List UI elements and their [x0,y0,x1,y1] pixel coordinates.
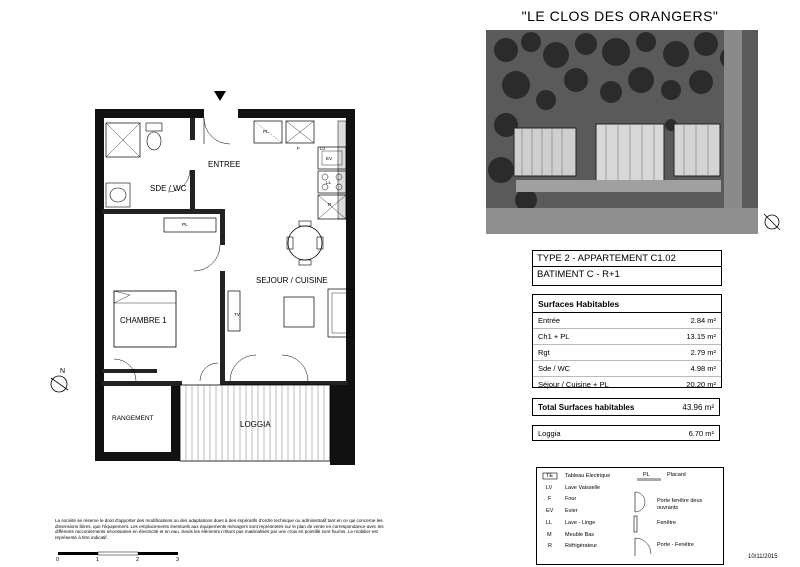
loggia-label: Loggia [538,428,561,438]
legend-lv-code: LV [546,485,553,491]
plan-label-pl-entry: PL [263,129,269,134]
legend-door-window-double-label: Porte fenêtre deux ouvrants [657,498,703,511]
legend-pl-label: Placard [667,472,686,478]
scale-label: 3 [176,557,180,563]
entrance-arrow-icon [214,91,226,101]
scale-label: 2 [136,557,140,563]
total-value: 43.96 m² [682,402,714,412]
legend-ev-code: EV [546,508,554,514]
surfaces-header: Surfaces Habitables [533,295,721,313]
plan-label-f: F [297,146,300,151]
surface-row: Séjour / Cuisine + PL 20.20 m² [538,380,716,389]
scale-bar [58,550,188,560]
room-label-chambre: CHAMBRE 1 [120,316,167,325]
legend-f-code: F [548,496,552,502]
document-date: 10/11/2015 [748,554,778,560]
legend-te-label: Tableau Electrique [565,473,611,479]
apartment-type-box [532,250,722,286]
north-label: N [60,368,66,375]
total-label: Total Surfaces habitables [538,402,635,412]
legend-ll-code: LL [546,520,553,526]
plan-label-r: R [328,202,332,207]
scale-label: 0 [56,557,60,563]
room-label-rangement: RANGEMENT [112,415,154,422]
legend-ll-label: Lave - Linge [565,520,596,526]
scale-label: 1 [96,557,100,563]
legend-lv-label: Lave Vaisselle [565,485,601,491]
aerial-site-photo [486,30,758,234]
plan-label-ll: LL [326,180,332,185]
apartment-type: TYPE 2 - APPARTEMENT C1.02 [537,253,676,264]
legend-window-label: Fenêtre [657,520,676,526]
disclaimer-text: La société se réserve le droit d'apporter des modifications ou des adaptations dues à des impératifs d'ordre technique ou administratif tant en ce qui concerne les dimensions libres, que l'équipement. Les emplacements éventuels aux équipements ménagers sont représentés sur le plan de vente en correspondance avec les différents raccordements nécessaires en électricité et en eau. Seuls les éléments n'étant pas matérialisés par une croix en pointillé sont fournis. Le mobilier est représenté à titre indicatif. [55,518,384,540]
north-arrow-icon [760,210,784,234]
room-label-loggia: LOGGIA [240,420,271,429]
surface-row: Rgt 2.79 m² [533,345,721,361]
legend-box [536,467,724,565]
legend-pl-code: PL [643,472,650,478]
legend-te-code: TE [546,473,554,479]
total-surface-box [532,398,720,416]
legend-r-label: Réfrigérateur [565,543,598,549]
loggia-surface-box [532,425,720,441]
plan-label-lv: LV [320,146,326,151]
loggia-value: 6.70 m² [688,428,714,438]
surfaces-table [532,294,722,388]
building-level: BATIMENT C - R+1 [533,266,721,282]
plan-label-ev: EV [326,156,333,161]
surface-row: Entrée 2.84 m² [533,313,721,329]
surface-row: Sde / WC 4.98 m² [533,361,721,377]
surface-row: Ch1 + PL 13.15 m² [533,329,721,345]
legend-r-code: R [548,543,552,549]
room-label-entree: ENTREE [208,160,241,169]
legend-m-code: M [547,532,552,538]
plan-label-tv: TV [234,312,240,317]
legend-f-label: Four [565,496,577,502]
legend-m-label: Meuble Bas [565,532,595,538]
plan-label-pl-bedroom: PL [182,222,188,227]
plan-north-icon [46,370,72,396]
legend-door-window-label: Porte - Fenêtre [657,542,694,548]
room-label-sejour-cuisine: SEJOUR / CUISINE [256,276,328,285]
legend-ev-label: Evier [565,508,578,514]
room-label-sde-wc: SDE / WC [150,184,187,193]
page-title: "LE CLOS DES ORANGERS" [521,8,719,24]
